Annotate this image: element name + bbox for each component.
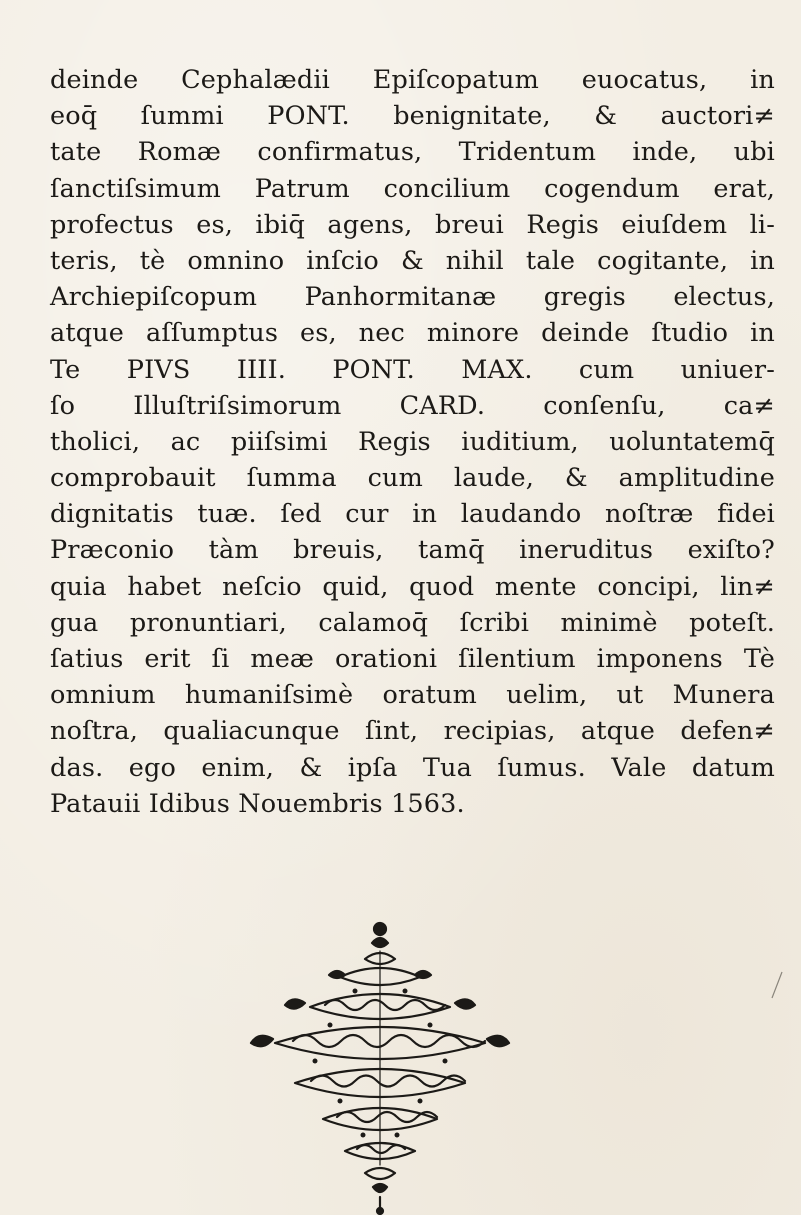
text-line-20: das. ego enim, & ipſa Tua ſumus. Vale datum — [50, 752, 775, 783]
text-line-6: teris, tè omnino inſcio & nihil tale cogitante, in — [50, 245, 775, 276]
text-line-15: quia habet neſcio quid, quod mente concipi, lin≠ — [50, 571, 775, 602]
text-line-11: tholici, ac piiſsimi Regis iuditium, uoluntatemq̄ — [50, 426, 775, 457]
text-line-9: Te PIVS IIII. PONT. MAX. cum uniuer‐ — [50, 354, 775, 385]
body-text — [50, 62, 775, 822]
text-line-13: dignitatis tuæ. ſed cur in laudando noſtræ fidei — [50, 499, 775, 530]
tailpiece-ornament-icon — [245, 915, 515, 1215]
text-line-21: Patauii Idibus Nouembris 1563. — [50, 788, 465, 819]
text-line-3: tate Romæ confirmatus, Tridentum inde, ubi — [50, 137, 775, 168]
text-line-4: ſanctiſsimum Patrum concilium cogendum erat, — [50, 173, 775, 204]
text-line-18: omnium humaniſsimè oratum uelim, ut Munera — [50, 680, 775, 711]
text-line-5: profectus es, ibiq̄ agens, breui Regis eiuſdem li‐ — [50, 209, 775, 240]
text-line-14: Præconio tàm breuis, tamq̄ ineruditus exiſto? — [50, 535, 775, 566]
text-line-2: eoq̄ ſummi PONT. benignitate, & auctori≠ — [50, 101, 775, 132]
text-line-8: atque aſſumptus es, nec minore deinde ſtudio in — [50, 318, 775, 349]
text-line-10: ſo Illuſtriſsimorum CARD. conſenſu, ca≠ — [50, 390, 775, 421]
text-line-12: comprobauit ſumma cum laude, & amplitudine — [50, 463, 775, 494]
text-line-7: Archiepiſcopum Panhormitanæ gregis electus, — [50, 282, 775, 313]
text-line-19: noſtra, qualiacunque ſint, recipias, atque defen≠ — [50, 716, 775, 747]
text-line-17: ſatius erit ſi meæ orationi ſilentium imponens Tè — [50, 644, 775, 674]
text-line-1: deinde Cephalædii Epiſcopatum euocatus, in — [50, 65, 775, 95]
stray-mark-icon — [770, 970, 784, 1000]
text-line-16: gua pronuntiari, calamoq̄ ſcribi minimè poteſt. — [50, 607, 775, 638]
